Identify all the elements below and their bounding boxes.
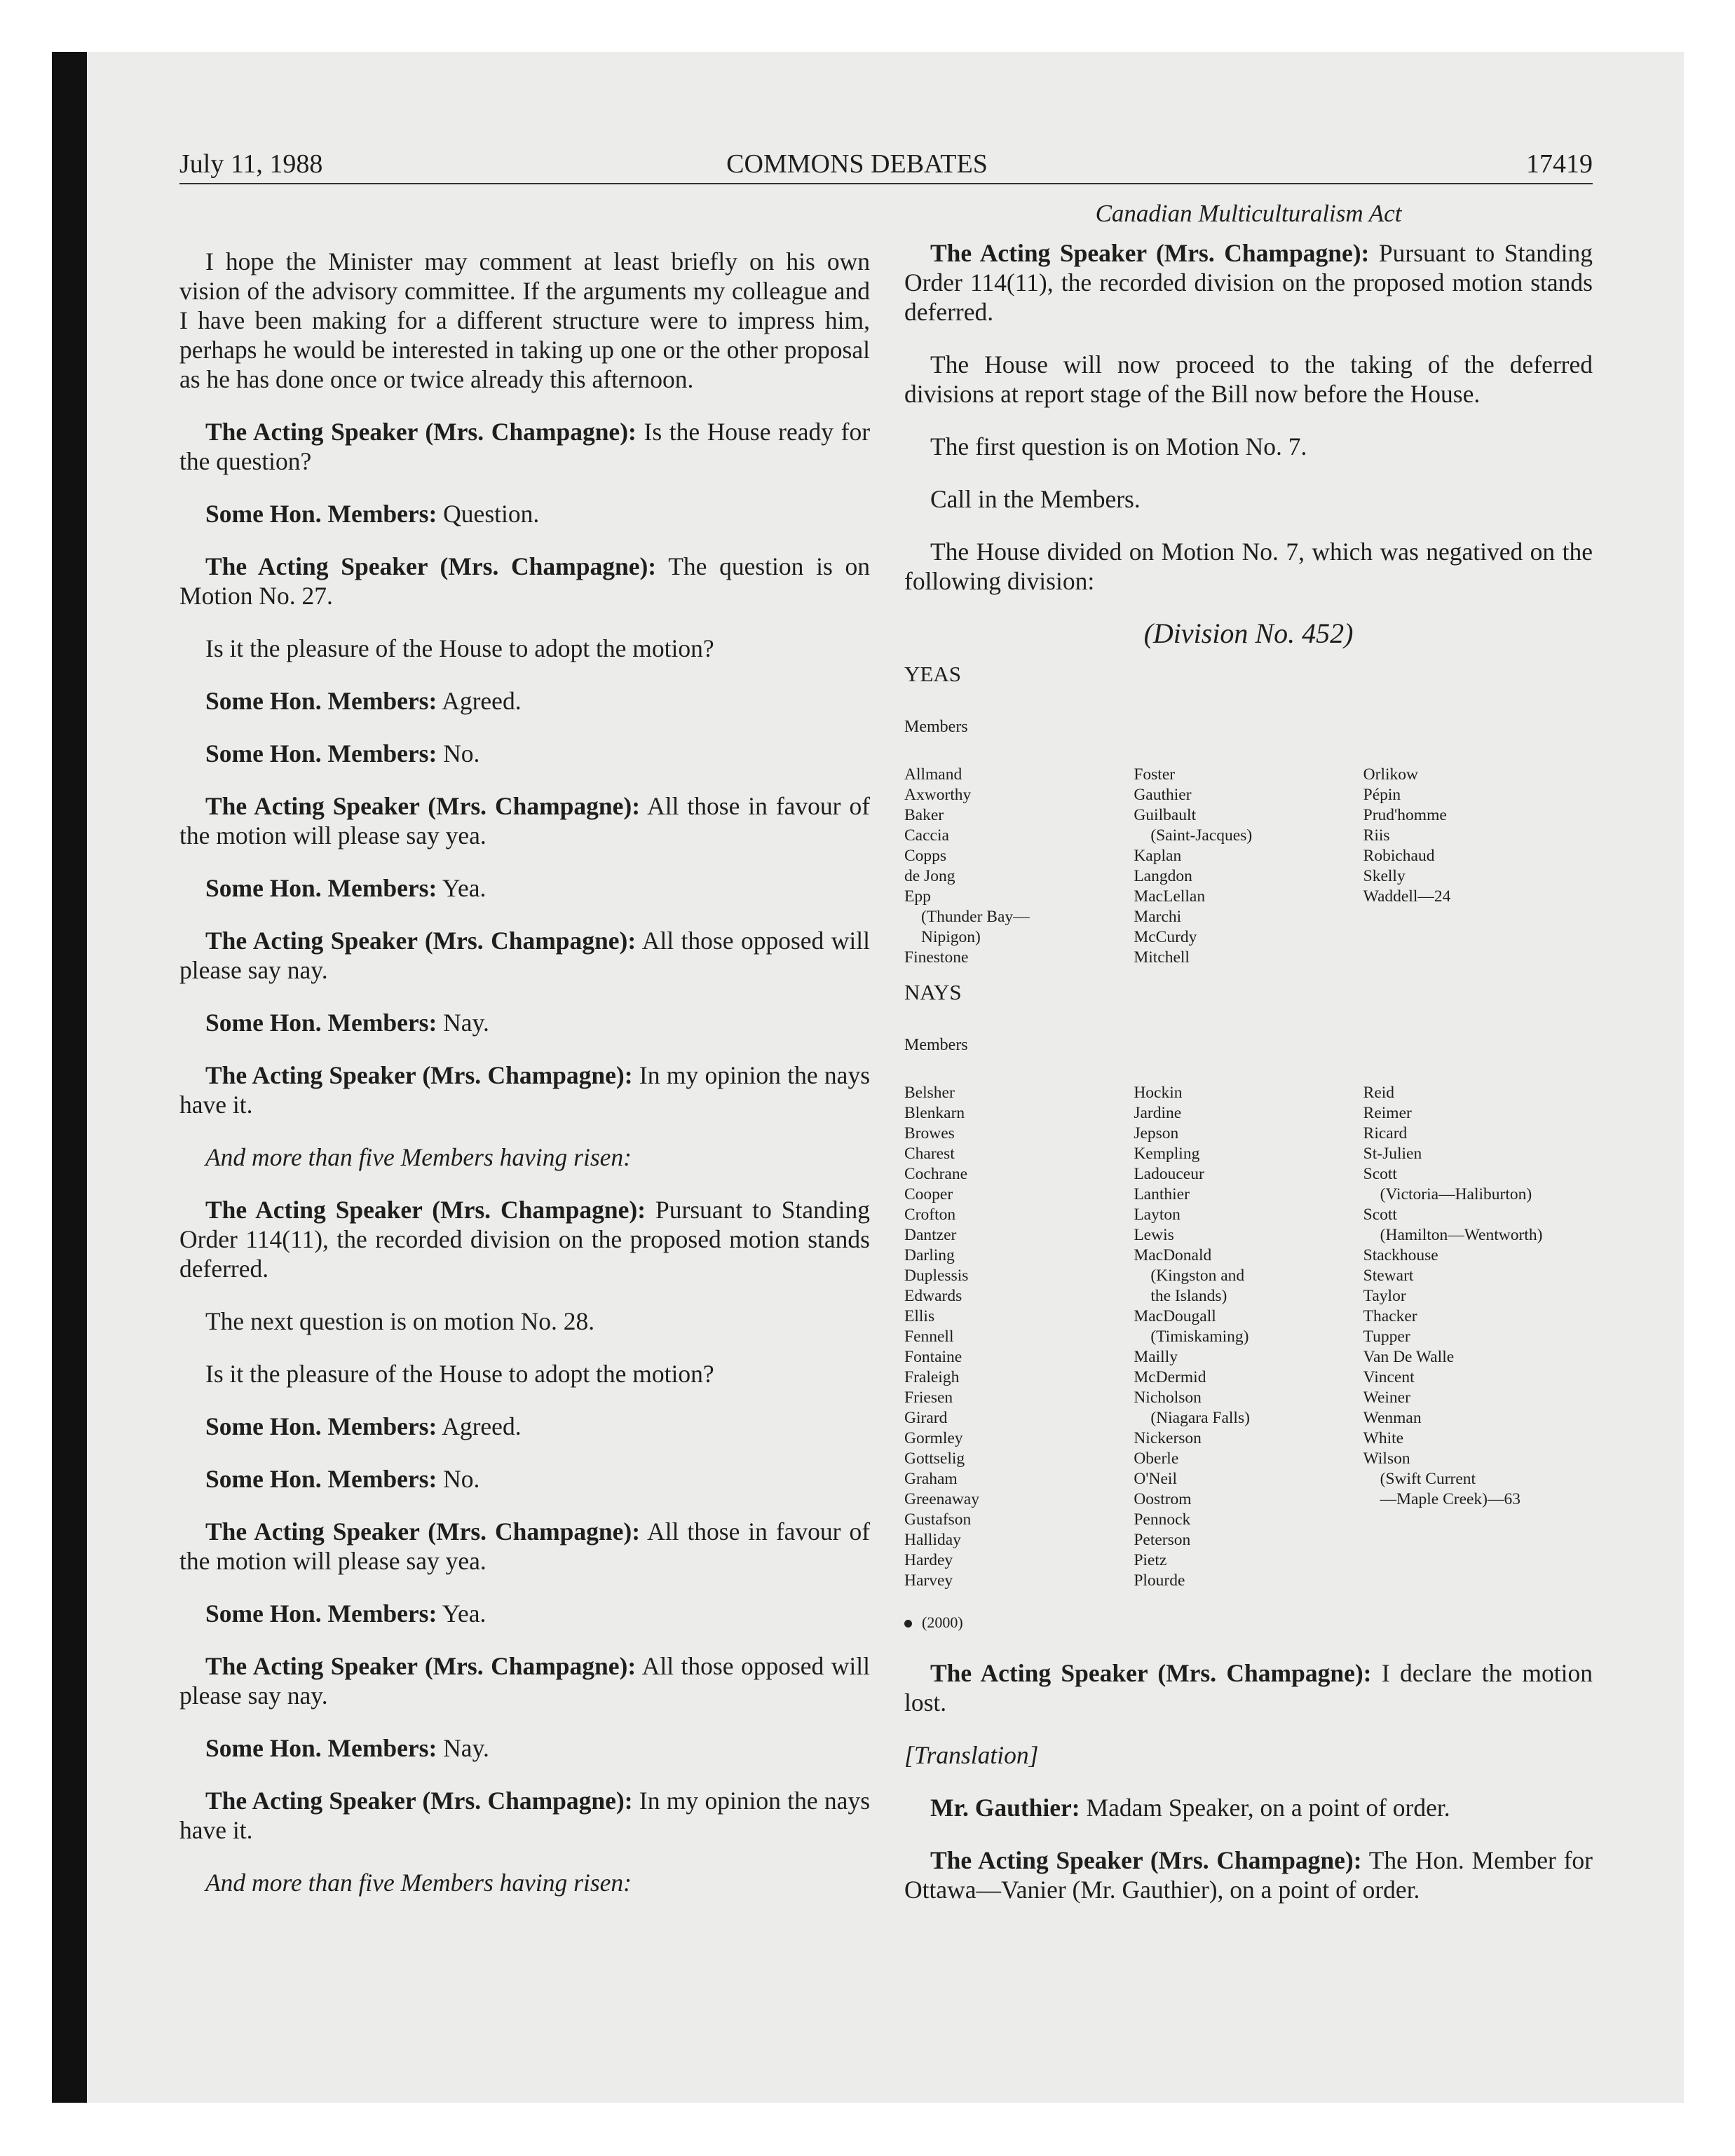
speech-paragraph	[179, 1359, 870, 1389]
speech-paragraph	[904, 1845, 1593, 1904]
speech-paragraph	[179, 926, 870, 985]
member-name: Gustafson	[904, 1510, 972, 1529]
speech-text: In my opinion the nays have it.	[179, 1061, 871, 1119]
member-name: Cooper	[904, 1185, 953, 1203]
speech-text: The next question is on motion No. 28.	[205, 1307, 595, 1335]
speaker-name: Some Hon. Members:	[205, 1009, 437, 1037]
nays-column	[1363, 1083, 1593, 1591]
right-bottom-paragraphs	[904, 1658, 1593, 1904]
member-name: Nicholson	[1134, 1389, 1202, 1407]
member-name: Cochrane	[904, 1165, 968, 1183]
bullet-icon	[904, 1620, 912, 1628]
member-name: Langdon	[1134, 867, 1192, 885]
speaker-name: Some Hon. Members:	[205, 1465, 437, 1493]
member-name: Friesen	[904, 1389, 953, 1407]
member-name: Finestone	[904, 948, 969, 967]
header-page-number: 17419	[1526, 149, 1593, 179]
member-name: MacLellan	[1134, 887, 1206, 906]
member-name: Lanthier	[1134, 1185, 1190, 1203]
speech-paragraph	[179, 1464, 870, 1494]
member-name: Harvey	[904, 1571, 953, 1590]
speaker-name: The Acting Speaker (Mrs. Champagne):	[205, 1787, 633, 1815]
speech-text: Pursuant to Standing Order 114(11), the recorded division on the proposed motion stands deferred.	[179, 1196, 871, 1283]
member-name: Lewis	[1134, 1226, 1174, 1244]
speaker-name: The Acting Speaker (Mrs. Champagne):	[205, 1196, 646, 1224]
translation-note: [Translation]	[904, 1741, 1039, 1769]
member-riding: (Thunder Bay—	[921, 908, 1030, 926]
nays-column	[904, 1083, 1134, 1591]
member-name: Riis	[1363, 826, 1390, 845]
division-title: (Division No. 452)	[1143, 618, 1354, 649]
speech-text: Nay.	[443, 1009, 489, 1037]
speech-paragraph	[179, 247, 870, 394]
member-riding: the Islands)	[1150, 1287, 1227, 1305]
member-riding: (Timiskaming)	[1150, 1328, 1249, 1346]
member-riding: (Kingston and	[1150, 1267, 1245, 1285]
member-name: White	[1363, 1429, 1404, 1447]
speech-paragraph	[904, 537, 1593, 596]
member-name: Skelly	[1363, 867, 1406, 885]
speech-paragraph	[179, 1195, 870, 1283]
yeas-column	[904, 765, 1134, 968]
member-name: Belsher	[904, 1084, 955, 1102]
time-marker	[904, 1608, 1593, 1637]
speech-text: All those opposed will please say nay.	[179, 927, 870, 984]
speech-text: All those opposed will please say nay.	[179, 1652, 870, 1710]
speech-paragraph	[179, 791, 870, 850]
speaker-name: The Acting Speaker (Mrs. Champagne):	[205, 418, 637, 446]
member-name: Layton	[1134, 1206, 1181, 1224]
member-name: Robichaud	[1363, 847, 1435, 865]
speech-text: In my opinion the nays have it.	[179, 1787, 871, 1844]
member-name: Weiner	[1363, 1389, 1410, 1407]
speaker-name: Some Hon. Members:	[205, 1599, 437, 1628]
member-name: Ladouceur	[1134, 1165, 1204, 1183]
speech-text: I declare the motion lost.	[904, 1659, 1593, 1717]
speech-paragraph	[179, 739, 870, 768]
member-name: Van De Walle	[1363, 1348, 1455, 1366]
speech-text: Call in the Members.	[930, 485, 1141, 513]
member-name: Waddell—24	[1363, 887, 1451, 906]
member-name: Tupper	[1363, 1328, 1410, 1346]
member-name: MacDonald	[1134, 1246, 1212, 1264]
speech-paragraph	[179, 417, 870, 476]
speech-paragraph	[179, 552, 870, 610]
member-name: Stackhouse	[1363, 1246, 1438, 1264]
speech-text: Agreed.	[442, 1412, 522, 1440]
speech-paragraph	[179, 499, 870, 528]
speech-text: The House will now proceed to the taking of the deferred divisions at report stage of the Bill now before the House.	[904, 350, 1593, 408]
speech-text: Nay.	[443, 1734, 489, 1762]
member-name: Gauthier	[1134, 786, 1192, 804]
speech-text: All those in favour of the motion will please say yea.	[179, 792, 871, 850]
right-top-paragraphs	[904, 238, 1593, 596]
member-name: Allmand	[904, 765, 962, 784]
yeas-column	[1363, 765, 1593, 968]
member-name: Hardey	[904, 1551, 953, 1569]
member-name: O'Neil	[1134, 1470, 1177, 1488]
speech-paragraph	[904, 432, 1593, 461]
member-name: Peterson	[1134, 1531, 1191, 1549]
header-title: COMMONS DEBATES	[726, 149, 988, 179]
speech-text: Yea.	[442, 874, 487, 902]
speech-text: The House divided on Motion No. 7, which was negatived on the following division:	[904, 538, 1593, 595]
member-name: Reimer	[1363, 1104, 1412, 1122]
speaker-name: Some Hon. Members:	[205, 1734, 437, 1762]
speech-paragraph	[179, 1786, 870, 1845]
member-name: Baker	[904, 806, 944, 824]
speech-text: Is the House ready for the question?	[179, 418, 871, 475]
member-name: Fontaine	[904, 1348, 962, 1366]
speech-text: Pursuant to Standing Order 114(11), the recorded division on the proposed motion stands deferred.	[904, 239, 1593, 326]
time-marker-text: (2000)	[922, 1613, 963, 1631]
member-name: Mailly	[1134, 1348, 1178, 1366]
member-name: Epp	[904, 887, 931, 906]
member-riding: (Hamilton—Wentworth)	[1380, 1226, 1543, 1244]
member-name: Graham	[904, 1470, 958, 1488]
speaker-name: The Acting Speaker (Mrs. Champagne):	[930, 239, 1370, 267]
speech-text: Is it the pleasure of the House to adopt the motion?	[205, 1360, 714, 1388]
speaker-name: The Acting Speaker (Mrs. Champagne):	[205, 1517, 641, 1546]
speech-text: Madam Speaker, on a point of order.	[1086, 1794, 1450, 1822]
speech-text: The question is on Motion No. 27.	[179, 552, 871, 610]
member-name: Darling	[904, 1246, 955, 1264]
speech-paragraph	[179, 1060, 870, 1119]
speech-paragraph	[179, 634, 870, 663]
speech-text: The first question is on Motion No. 7.	[930, 432, 1307, 460]
speech-paragraph	[179, 1306, 870, 1336]
member-name: Duplessis	[904, 1267, 969, 1285]
member-name: Gormley	[904, 1429, 963, 1447]
member-name: Charest	[904, 1145, 955, 1163]
member-name: Fraleigh	[904, 1368, 960, 1386]
member-name: Nickerson	[1134, 1429, 1202, 1447]
speech-text: No.	[443, 739, 480, 767]
speech-paragraph	[904, 238, 1593, 327]
speech-paragraph	[179, 1733, 870, 1763]
speech-paragraph	[179, 1517, 870, 1576]
member-name: Scott	[1363, 1165, 1397, 1183]
member-name: McCurdy	[1134, 928, 1197, 946]
member-name: Caccia	[904, 826, 949, 845]
header-rule	[179, 183, 1593, 184]
member-riding: (Niagara Falls)	[1150, 1409, 1250, 1427]
speech-paragraph	[179, 1651, 870, 1710]
member-name: Scott	[1363, 1206, 1397, 1224]
member-name: Vincent	[1363, 1368, 1415, 1386]
member-name: Crofton	[904, 1206, 956, 1224]
speech-text: No.	[443, 1465, 480, 1493]
member-riding: (Victoria—Haliburton)	[1380, 1185, 1532, 1203]
speaker-name: The Acting Speaker (Mrs. Champagne):	[930, 1659, 1372, 1687]
member-name: Wilson	[1363, 1449, 1410, 1468]
member-name: Pépin	[1363, 786, 1401, 804]
member-name: Oberle	[1134, 1449, 1179, 1468]
yeas-column	[1134, 765, 1363, 968]
speech-paragraph	[904, 484, 1593, 514]
speaker-name: The Acting Speaker (Mrs. Champagne):	[930, 1846, 1362, 1874]
speech-text: Is it the pleasure of the House to adopt the motion?	[205, 634, 714, 662]
speech-paragraph	[904, 1793, 1593, 1822]
right-column	[904, 199, 1593, 1928]
speaker-name: Some Hon. Members:	[205, 1412, 437, 1440]
nays-list	[904, 1083, 1593, 1591]
member-name: St-Julien	[1363, 1145, 1422, 1163]
yeas-list	[904, 765, 1593, 968]
member-name: Greenaway	[904, 1490, 979, 1508]
speaker-name: The Acting Speaker (Mrs. Champagne):	[205, 552, 657, 580]
member-name: Wenman	[1363, 1409, 1422, 1427]
speech-paragraph	[179, 686, 870, 716]
nays-heading: NAYS	[904, 980, 962, 1004]
member-name: Prud'homme	[1363, 806, 1447, 824]
member-name: Foster	[1134, 765, 1176, 784]
binding-edge	[52, 52, 87, 2103]
speech-paragraph	[904, 1658, 1593, 1717]
speech-paragraph	[179, 1008, 870, 1037]
speech-paragraph	[904, 350, 1593, 409]
member-name: Hockin	[1134, 1084, 1183, 1102]
yeas-heading: YEAS	[904, 662, 961, 686]
member-name: Ricard	[1363, 1124, 1408, 1142]
member-riding: (Saint-Jacques)	[1150, 826, 1253, 845]
speaker-name: The Acting Speaker (Mrs. Champagne):	[205, 792, 641, 820]
member-name: de Jong	[904, 867, 955, 885]
speech-text: Question.	[443, 500, 540, 528]
member-name: McDermid	[1134, 1368, 1206, 1386]
speech-text: The Hon. Member for Ottawa—Vanier (Mr. Gauthier), on a point of order.	[904, 1846, 1593, 1904]
member-name: Taylor	[1363, 1287, 1406, 1305]
section-title: Canadian Multiculturalism Act	[1095, 200, 1402, 227]
member-riding: (Swift Current	[1380, 1470, 1476, 1488]
member-name: Edwards	[904, 1287, 962, 1305]
member-name: Gottselig	[904, 1449, 965, 1468]
member-name: Jepson	[1134, 1124, 1179, 1142]
member-name: Pennock	[1134, 1510, 1191, 1529]
member-name: Ellis	[904, 1307, 935, 1325]
member-name: Axworthy	[904, 786, 972, 804]
speech-text: Yea.	[442, 1599, 487, 1628]
member-name: Kempling	[1134, 1145, 1200, 1163]
member-name: Blenkarn	[904, 1104, 965, 1122]
yeas-members-label: Members	[904, 718, 968, 736]
speaker-name: The Acting Speaker (Mrs. Champagne):	[205, 1061, 633, 1089]
member-name: Girard	[904, 1409, 948, 1427]
member-name: Browes	[904, 1124, 955, 1142]
member-name: MacDougall	[1134, 1307, 1216, 1325]
member-name: Halliday	[904, 1531, 961, 1549]
member-name: Orlikow	[1363, 765, 1418, 784]
speaker-name: The Acting Speaker (Mrs. Champagne):	[205, 1652, 637, 1680]
stage-direction: And more than five Members having risen:	[205, 1869, 632, 1897]
member-name: Mitchell	[1134, 948, 1190, 967]
speaker-name: Some Hon. Members:	[205, 500, 437, 528]
member-name: Stewart	[1363, 1267, 1414, 1285]
speaker-name: Some Hon. Members:	[205, 739, 437, 767]
member-name: Reid	[1363, 1084, 1395, 1102]
member-riding: —Maple Creek)—63	[1380, 1490, 1521, 1508]
speech-paragraph	[179, 1599, 870, 1628]
speech-paragraph	[179, 1412, 870, 1441]
nays-column	[1134, 1083, 1363, 1591]
speech-text: All those in favour of the motion will please say yea.	[179, 1517, 871, 1575]
member-name: Dantzer	[904, 1226, 957, 1244]
member-name: Fennell	[904, 1328, 954, 1346]
speaker-name: Some Hon. Members:	[205, 874, 437, 902]
member-name: Pietz	[1134, 1551, 1167, 1569]
speech-text: I hope the Minister may comment at least briefly on his own vision of the advisory committee. If the arguments my colleague and I have been making for a different structure were to impress him, perhaps he would be interested in taking up one or the other proposal as he has done once or twice already this afternoon.	[179, 247, 870, 393]
member-name: Oostrom	[1134, 1490, 1192, 1508]
speaker-name: The Acting Speaker (Mrs. Champagne):	[205, 927, 637, 955]
member-name: Guilbault	[1134, 806, 1197, 824]
member-name: Jardine	[1134, 1104, 1182, 1122]
member-name: Kaplan	[1134, 847, 1182, 865]
member-name: Thacker	[1363, 1307, 1417, 1325]
member-name: Plourde	[1134, 1571, 1185, 1590]
left-column	[179, 247, 870, 1920]
speech-text: Agreed.	[442, 687, 522, 715]
speaker-name: Some Hon. Members:	[205, 687, 437, 715]
header-date: July 11, 1988	[179, 149, 323, 179]
member-name: Copps	[904, 847, 947, 865]
member-name: Marchi	[1134, 908, 1182, 926]
nays-members-label: Members	[904, 1036, 968, 1054]
member-riding: Nipigon)	[921, 928, 981, 946]
speaker-name: Mr. Gauthier:	[930, 1794, 1080, 1822]
stage-direction: And more than five Members having risen:	[205, 1143, 632, 1171]
speech-paragraph	[179, 873, 870, 903]
